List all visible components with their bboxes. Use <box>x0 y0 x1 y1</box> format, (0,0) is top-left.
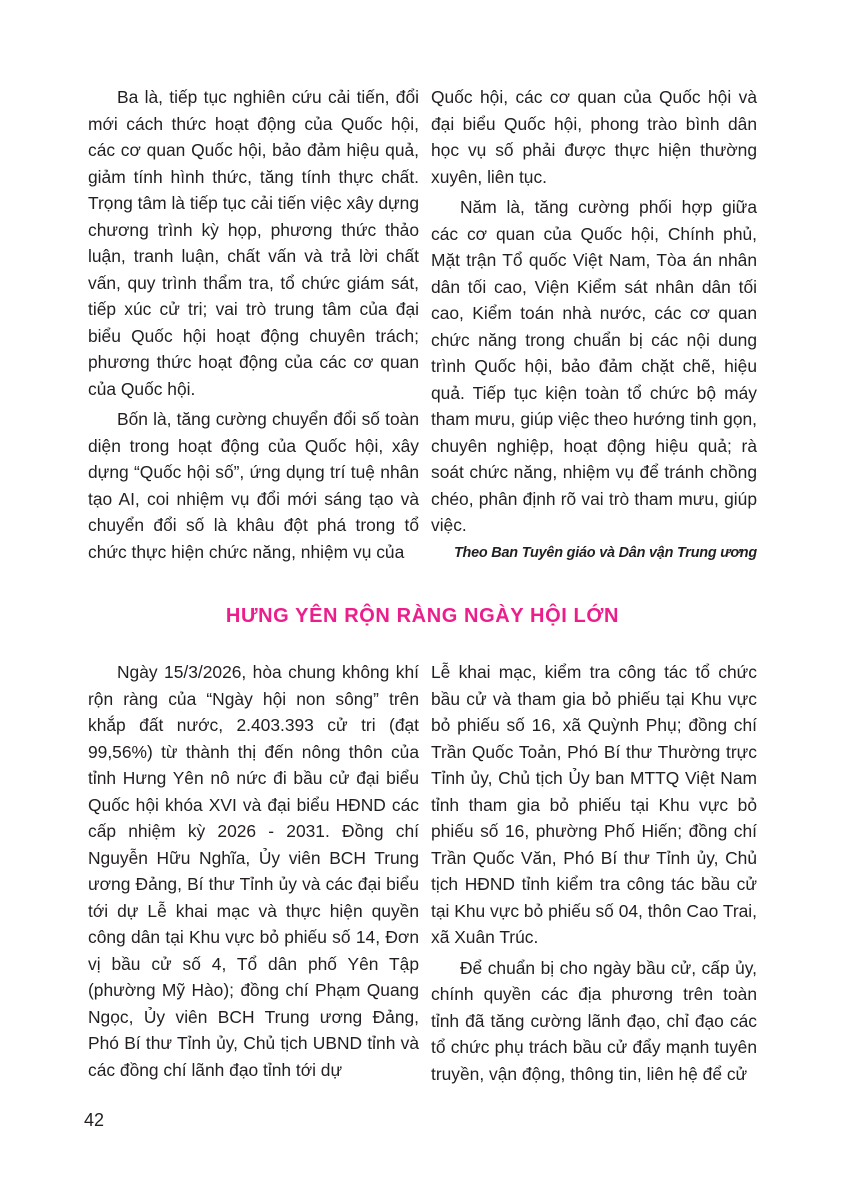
article-left-column <box>88 659 419 1087</box>
article-right-column <box>431 659 757 1091</box>
paragraph-bon-la: Bốn là, tăng cường chuyển đổi số toàn diện trong hoạt động của Quốc hội, xây dựng “Quốc hội số”, ứng dụng trí tuệ nhân tạo AI, coi nhiệm vụ đổi mới sáng tạo và chuyển đổi số là khâu đột phá trong tổ chức thực hiện chức năng, nhiệm vụ của <box>88 409 419 562</box>
source-attribution: Theo Ban Tuyên giáo và Dân vận Trung ương <box>453 544 757 561</box>
top-right-column <box>431 84 757 563</box>
paragraph-nam-la: Năm là, tăng cường phối hợp giữa các cơ quan của Quốc hội, Chính phủ, Mặt trận Tổ quốc Việt Nam, Tòa án nhân dân tối cao, Viện Kiểm sát nhân dân tối cao, Kiểm toán nhà nước, các cơ quan chức năng trong chuẩn bị các nội dung trình Quốc hội, bảo đảm chặt chẽ, hiệu quả. Tiếp tục kiện toàn tổ chức bộ máy tham mưu, giúp việc theo hướng tinh gọn, chuyên nghiệp, hoạt động hiệu quả; rà soát chức năng, nhiệm vụ để tránh chồng chéo, phân định rõ vai trò tham mưu, giúp việc. <box>431 197 757 535</box>
article-paragraph-continuation: Lễ khai mạc, kiểm tra công tác tổ chức bầu cử và tham gia bỏ phiếu tại Khu vực bỏ phiếu số 16, xã Quỳnh Phụ; đồng chí Trần Quốc Toản, Phó Bí thư Thường trực Tỉnh ủy, Chủ tịch Ủy ban MTTQ Việt Nam tỉnh tham gia bỏ phiếu tại Khu vực bỏ phiếu số 16, phường Phố Hiến; đồng chí Trần Quốc Văn, Phó Bí thư Tỉnh ủy, Chủ tịch HĐND tỉnh kiểm tra công tác bầu cử tại Khu vực bỏ phiếu số 04, thôn Cao Trai, xã Xuân Trúc. <box>431 662 757 947</box>
article-paragraph-preparation: Để chuẩn bị cho ngày bầu cử, cấp ủy, chính quyền các địa phương trên toàn tỉnh đã tăng cường lãnh đạo, chỉ đạo các tổ chức phụ trách bầu cử đẩy mạnh tuyên truyền, vận động, thông tin, liên hệ để cử <box>431 957 757 1084</box>
article-title: HƯNG YÊN RỘN RÀNG NGÀY HỘI LỚN <box>225 605 620 627</box>
article-paragraph-intro: Ngày 15/3/2026, hòa chung không khí rộn ràng của “Ngày hội non sông” trên khắp đất nước, 2.403.393 cử tri (đạt 99,56%) từ thành thị đến nông thôn của tỉnh Hưng Yên nô nức đi bầu cử đại biểu Quốc hội khóa XVI và đại biểu HĐND các cấp nhiệm kỳ 2026 - 2031. Đồng chí Nguyễn Hữu Nghĩa, Ủy viên BCH Trung ương Đảng, Bí thư Tỉnh ủy và các đại biểu tới dự Lễ khai mạc và thực hiện quyền công dân tại Khu vực bỏ phiếu số 14, Đơn vị bầu cử số 4, Tổ dân phố Yên Tập (phường Mỹ Hào); đồng chí Phạm Quang Ngọc, Ủy viên BCH Trung ương Đảng, Phó Bí thư Tỉnh ủy, Chủ tịch UBND tỉnh và các đồng chí lãnh đạo tỉnh tới dự <box>88 662 419 1080</box>
top-left-column <box>88 84 419 569</box>
paragraph-ba-la: Ba là, tiếp tục nghiên cứu cải tiến, đổi mới cách thức hoạt động của Quốc hội, các cơ quan Quốc hội, bảo đảm hiệu quả, giảm tính hình thức, tăng tính thực chất. Trọng tâm là tiếp tục cải tiến việc xây dựng chương trình kỳ họp, phương thức thảo luận, tranh luận, chất vấn và trả lời chất vấn, quy trình thẩm tra, tổ chức giám sát, tiếp xúc cử tri; vai trò trung tâm của đại biểu Quốc hội hoạt động chuyên trách; phương thức hoạt động của các cơ quan của Quốc hội. <box>88 87 419 399</box>
paragraph-continuation: Quốc hội, các cơ quan của Quốc hội và đại biểu Quốc hội, phong trào bình dân học vụ số phải được thực hiện thường xuyên, liên tục. <box>431 87 757 187</box>
page-number: 42 <box>84 1110 105 1130</box>
